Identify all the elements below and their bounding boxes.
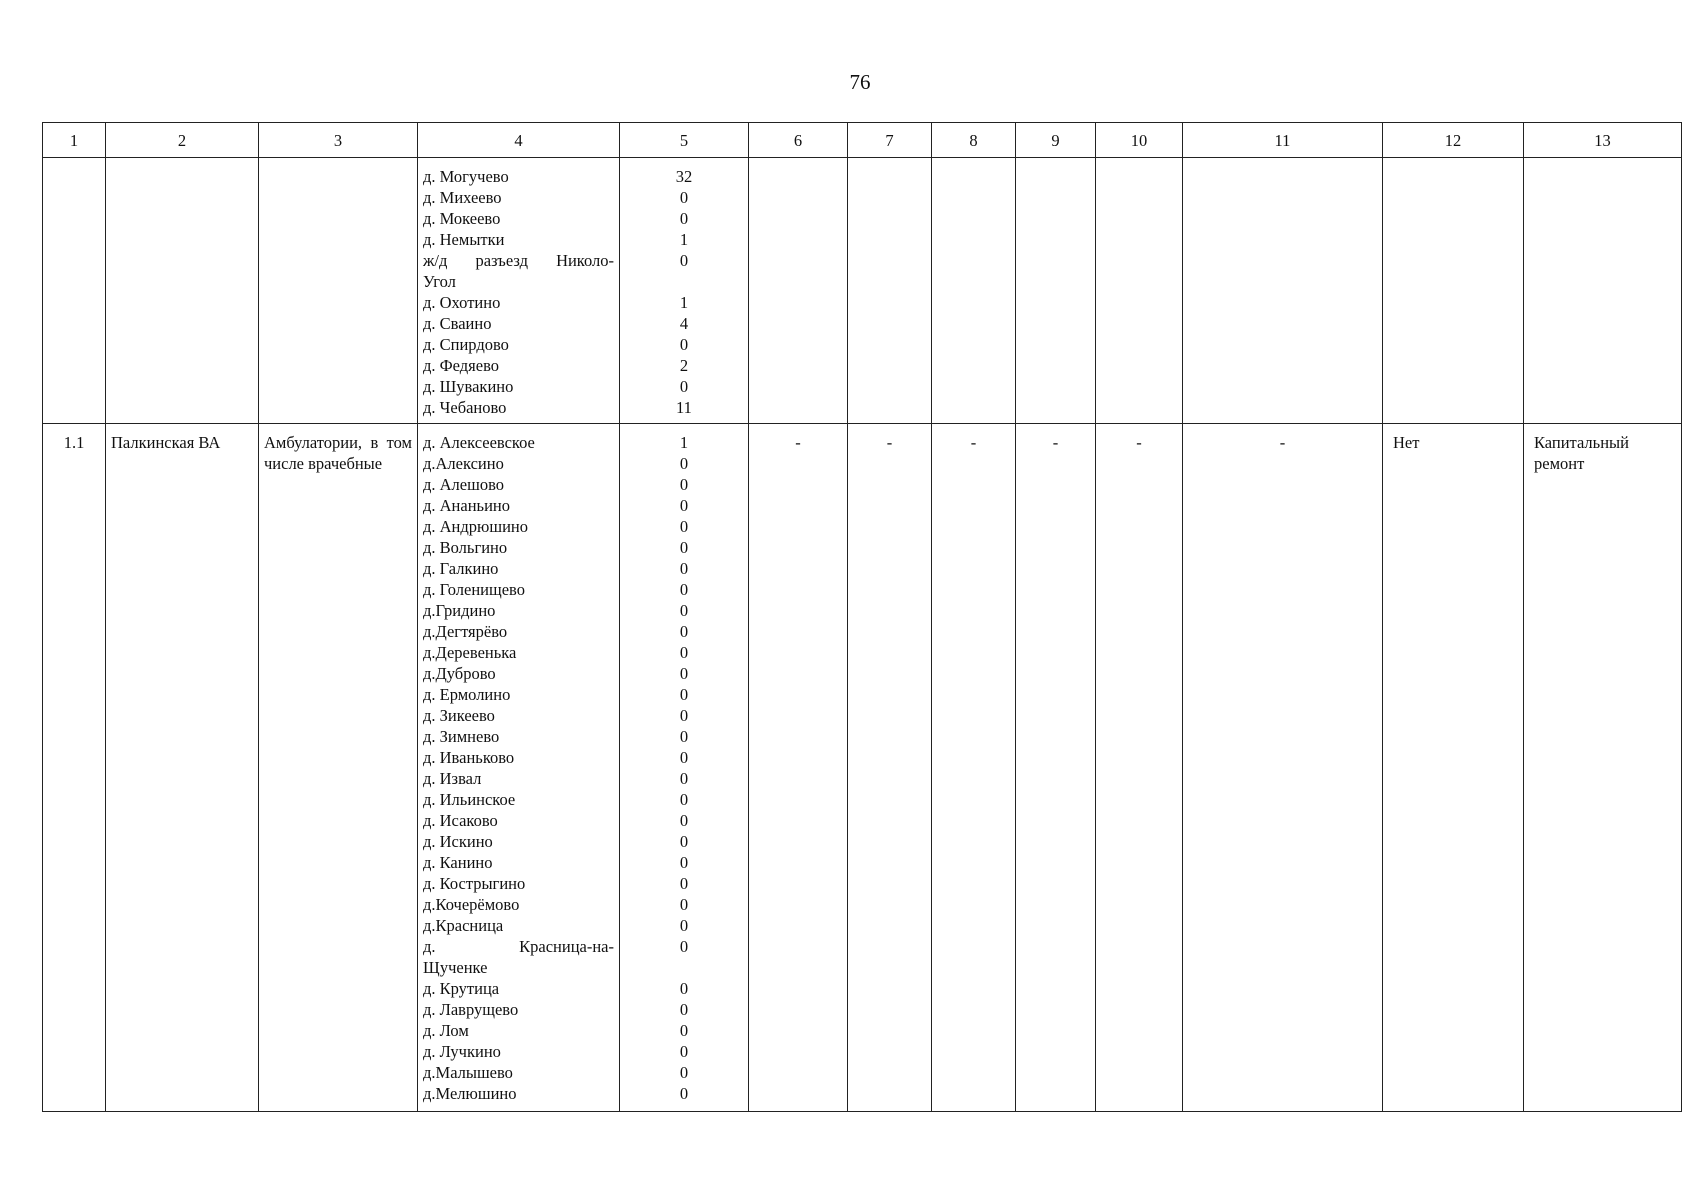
settlement-name-cont: Угол — [423, 272, 456, 291]
settlement-name: д.Малышево — [423, 1063, 513, 1082]
col-header-8: 8 — [932, 123, 1016, 158]
settlement-value: 0 — [679, 496, 689, 515]
cell-col6: - — [749, 424, 848, 1112]
settlement-name: д. Андрюшино — [423, 517, 528, 536]
cell-settlements — [418, 158, 620, 424]
col-header-9: 9 — [1016, 123, 1096, 158]
settlement-value: 0 — [679, 1000, 689, 1019]
settlement-name: д.Деревенька — [423, 643, 517, 662]
settlement-value: 0 — [679, 209, 689, 228]
settlement-value: 0 — [679, 895, 689, 914]
settlement-value-spacer — [620, 957, 748, 978]
settlement-name: д. Извал — [423, 769, 482, 788]
cell-col8: - — [932, 424, 1016, 1112]
settlement-name: д. Зикеево — [423, 706, 495, 725]
col-header-5: 5 — [620, 123, 749, 158]
settlement-value: 0 — [679, 643, 689, 662]
settlement-value: 0 — [679, 517, 689, 536]
settlement-value-spacer — [620, 271, 748, 292]
settlement-value: 0 — [679, 1021, 689, 1040]
cell-col9: - — [1016, 424, 1096, 1112]
settlement-value: 0 — [679, 790, 689, 809]
settlement-name: д. Сваино — [423, 314, 492, 333]
settlement-value: 0 — [679, 580, 689, 599]
settlement-name: д. Лаврущево — [423, 1000, 519, 1019]
settlement-value: 0 — [679, 377, 689, 396]
settlement-value: 1 — [679, 230, 689, 249]
page-number: 76 — [849, 70, 871, 94]
col-header-12: 12 — [1383, 123, 1524, 158]
settlement-value: 0 — [679, 748, 689, 767]
settlement-name: д. Чебаново — [423, 398, 507, 417]
table-row-continuation — [43, 158, 1682, 424]
col-header-1: 1 — [43, 123, 106, 158]
settlement-value: 0 — [679, 937, 689, 956]
settlement-name: д. Могучево — [423, 167, 509, 186]
cell-settlements — [418, 424, 620, 1112]
settlement-name: д. Красница-на- — [423, 937, 614, 956]
settlement-name: д. Лом — [423, 1021, 469, 1040]
settlement-value: 0 — [679, 559, 689, 578]
cell-col6 — [749, 158, 848, 424]
settlement-name: д. Михеево — [423, 188, 502, 207]
settlement-value: 0 — [679, 874, 689, 893]
settlement-value: 0 — [679, 335, 689, 354]
settlement-value: 4 — [679, 314, 689, 333]
settlement-value: 0 — [679, 601, 689, 620]
settlement-name: д. Шувакино — [423, 377, 514, 396]
col-header-13: 13 — [1524, 123, 1682, 158]
settlement-name: д. Канино — [423, 853, 493, 872]
cell-values — [620, 424, 749, 1112]
settlement-name: д. Зимнево — [423, 727, 500, 746]
cell-name — [106, 158, 259, 424]
settlement-name: д. Ананьино — [423, 496, 510, 515]
cell-values — [620, 158, 749, 424]
settlement-name: д.Дуброво — [423, 664, 496, 683]
settlement-name: д. Федяево — [423, 356, 500, 375]
cell-type — [259, 158, 418, 424]
settlement-name: д. Иваньково — [423, 748, 515, 767]
settlement-name: д.Кочерёмово — [423, 895, 520, 914]
cell-col10: - — [1096, 424, 1183, 1112]
settlement-name: д. Алешово — [423, 475, 505, 494]
table-row-1-1 — [43, 424, 1682, 1112]
settlement-value: 0 — [679, 251, 689, 270]
settlement-name: д. Крутица — [423, 979, 500, 998]
settlement-name: д. Голенищево — [423, 580, 525, 599]
settlement-name: д. Исаково — [423, 811, 498, 830]
cell-col12: Нет — [1383, 424, 1524, 1112]
settlement-name: д.Красница — [423, 916, 504, 935]
settlement-value: 0 — [679, 979, 689, 998]
settlement-name: д.Дегтярёво — [423, 622, 508, 641]
settlement-value: 32 — [675, 167, 693, 186]
settlement-value: 0 — [679, 853, 689, 872]
settlement-name: д. Ермолино — [423, 685, 511, 704]
settlement-value: 0 — [679, 664, 689, 683]
cell-col7 — [848, 158, 932, 424]
settlement-value: 0 — [679, 188, 689, 207]
header-row — [43, 123, 1682, 158]
settlement-value: 0 — [679, 685, 689, 704]
cell-type: Амбулатории, в том числе врачебные — [259, 424, 418, 1112]
settlement-name: д. Искино — [423, 832, 493, 851]
settlement-name: д. Галкино — [423, 559, 499, 578]
settlement-name-cont: Щученке — [423, 958, 488, 977]
settlement-name: д. Спирдово — [423, 335, 509, 354]
settlement-value: 0 — [679, 1042, 689, 1061]
settlement-name: д. Немытки — [423, 230, 505, 249]
settlement-name: д. Вольгино — [423, 538, 508, 557]
settlement-name: д. Мокеево — [423, 209, 501, 228]
col-header-4: 4 — [418, 123, 620, 158]
cell-number: 1.1 — [43, 424, 106, 1112]
settlement-value: 0 — [679, 706, 689, 725]
settlement-value: 2 — [679, 356, 689, 375]
cell-col8 — [932, 158, 1016, 424]
cell-number — [43, 158, 106, 424]
settlement-name: д.Алексино — [423, 454, 504, 473]
settlement-value: 0 — [679, 769, 689, 788]
settlement-value: 11 — [676, 398, 692, 417]
settlement-value: 0 — [679, 811, 689, 830]
cell-col7: - — [848, 424, 932, 1112]
settlement-value: 0 — [679, 538, 689, 557]
settlement-value: 0 — [679, 916, 689, 935]
settlement-name: д. Лучкино — [423, 1042, 501, 1061]
cell-col11: - — [1183, 424, 1383, 1112]
settlement-value: 0 — [679, 475, 689, 494]
settlement-value: 0 — [679, 727, 689, 746]
settlement-value: 0 — [679, 1063, 689, 1082]
col-header-6: 6 — [749, 123, 848, 158]
settlement-name: д. Охотино — [423, 293, 501, 312]
settlement-value: 1 — [679, 293, 689, 312]
settlement-value: 1 — [679, 433, 689, 452]
cell-col13: Капитальный ремонт — [1524, 424, 1682, 1112]
cell-col13 — [1524, 158, 1682, 424]
settlement-value: 0 — [679, 832, 689, 851]
settlement-name: д.Мелюшино — [423, 1084, 517, 1103]
settlement-name: д. Кострыгино — [423, 874, 526, 893]
col-header-11: 11 — [1183, 123, 1383, 158]
col-header-3: 3 — [259, 123, 418, 158]
settlement-name: ж/д разъезд Николо- — [423, 251, 614, 270]
settlement-value: 0 — [679, 622, 689, 641]
cell-name: Палкинская ВА — [106, 424, 259, 1112]
settlement-name: д.Гридино — [423, 601, 496, 620]
settlement-value: 0 — [679, 1084, 689, 1103]
settlement-name: д. Ильинское — [423, 790, 516, 809]
cell-col12 — [1383, 158, 1524, 424]
settlement-value: 0 — [679, 454, 689, 473]
cell-col10 — [1096, 158, 1183, 424]
col-header-7: 7 — [848, 123, 932, 158]
settlement-name: д. Алексеевское — [423, 433, 535, 452]
data-table — [42, 122, 1682, 1112]
col-header-2: 2 — [106, 123, 259, 158]
cell-col11 — [1183, 158, 1383, 424]
cell-col9 — [1016, 158, 1096, 424]
col-header-10: 10 — [1096, 123, 1183, 158]
